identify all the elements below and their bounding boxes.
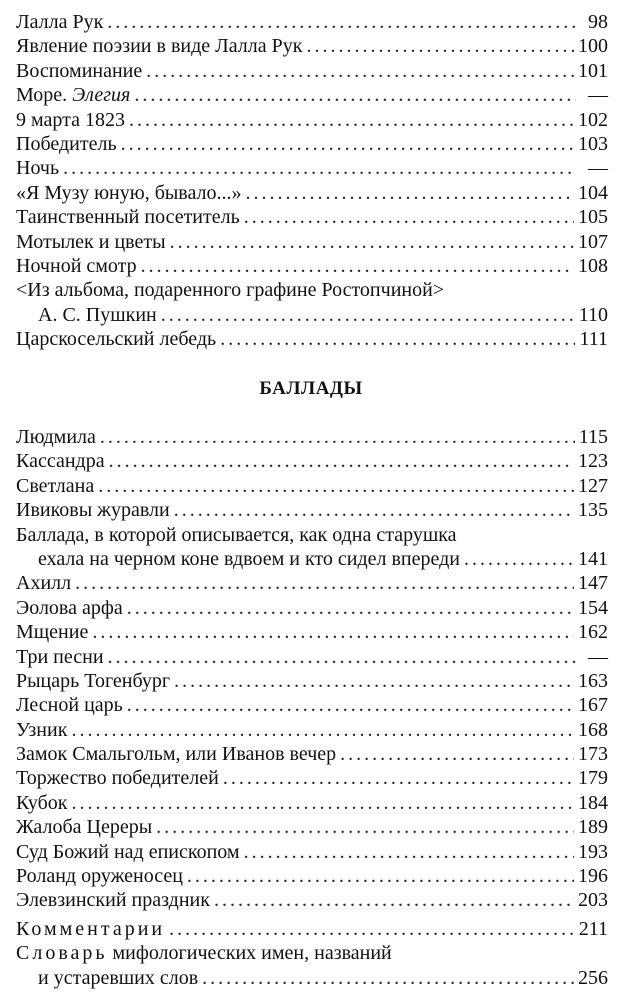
toc-entry: [16, 596, 608, 620]
toc-entry: [16, 449, 608, 473]
leader-dots: [156, 815, 574, 839]
entry-page: 110: [578, 303, 608, 326]
entry-page: 107: [578, 230, 608, 253]
leader-dots: [92, 620, 574, 644]
toc-group-3: [16, 917, 608, 990]
entry-title: ехала на черном коне вдвоем и кто сидел впереди: [38, 547, 461, 570]
entry-page: 179: [578, 767, 608, 790]
leader-dots: [121, 132, 574, 156]
entry-title: Роланд оруженосец: [16, 865, 183, 888]
entry-page: 101: [578, 59, 608, 82]
entry-title: Элевзинский праздник: [16, 889, 210, 912]
entry-title: [16, 83, 130, 107]
entry-title-main: Море.: [16, 84, 68, 107]
entry-page: 184: [578, 791, 608, 814]
leader-dots: [63, 156, 576, 180]
toc-entry: [16, 547, 608, 571]
entry-title: Три песни: [16, 645, 104, 668]
entry-page: 173: [578, 743, 608, 766]
entry-title-rest: мифологических имен, названий: [112, 942, 392, 965]
toc-entry: [16, 571, 608, 595]
entry-title: А. С. Пушкин: [38, 303, 157, 326]
toc-entry: [16, 425, 608, 449]
toc-entry: [16, 254, 608, 278]
leader-dots: [161, 303, 575, 327]
toc-entry: [16, 474, 608, 498]
entry-page: 211: [578, 918, 608, 940]
entry-title: Рыцарь Тогенбург: [16, 669, 171, 692]
entry-page: 163: [578, 669, 608, 692]
entry-page: 108: [578, 254, 608, 277]
leader-dots: [129, 108, 574, 132]
entry-title: Лалла Рук: [16, 11, 104, 33]
toc-entry: [16, 83, 608, 107]
entry-title: Царскосельский лебедь: [16, 328, 217, 351]
toc-entry: [16, 10, 608, 34]
leader-dots: [223, 766, 574, 790]
toc-group-2: [16, 425, 608, 913]
entry-page: 100: [578, 35, 608, 58]
leader-dots: [174, 669, 574, 693]
entry-page: 123: [578, 450, 608, 473]
entry-page: 105: [578, 206, 608, 229]
entry-title: Воспоминание: [16, 59, 143, 82]
entry-title: Замок Смальгольм, или Иванов вечер: [16, 743, 337, 766]
entry-page: 127: [578, 474, 608, 497]
entry-title: Суд Божий над епископом: [16, 840, 240, 863]
leader-dots: [100, 425, 575, 449]
entry-title: <Из альбома, подаренного графине Ростопчиной>: [16, 279, 445, 302]
entry-title: Лесной царь: [16, 694, 123, 717]
entry-page: —: [588, 157, 608, 180]
leader-dots: [340, 742, 574, 766]
toc-entry: [16, 840, 608, 864]
toc-entry: [16, 523, 608, 547]
leader-dots: [170, 230, 574, 254]
entry-title: Кассандра: [16, 450, 105, 473]
toc-entry: [16, 917, 608, 941]
leader-dots: [71, 791, 574, 815]
toc-entry: [16, 205, 608, 229]
entry-title: Ночь: [16, 157, 60, 180]
toc-entry: [16, 498, 608, 522]
toc-entry: [16, 669, 608, 693]
toc-entry: [16, 888, 608, 912]
entry-title: Явление поэзии в виде Лалла Рук: [16, 35, 303, 58]
toc-entry: [16, 108, 608, 132]
leader-dots: [214, 888, 574, 912]
entry-page: 189: [578, 816, 608, 839]
toc-entry: [16, 766, 608, 790]
leader-dots: [127, 596, 574, 620]
entry-page: 167: [578, 694, 608, 717]
entry-subtitle: Элегия: [72, 84, 131, 107]
toc-entry: [16, 303, 608, 327]
toc-entry: [16, 620, 608, 644]
entry-title: Комментарии: [16, 918, 166, 940]
toc-entry: [16, 966, 608, 990]
leader-dots: [220, 327, 575, 351]
leader-dots: [107, 10, 576, 34]
toc-entry: [16, 864, 608, 888]
leader-dots: [109, 449, 574, 473]
entry-page: 162: [578, 621, 608, 644]
entry-page: 115: [578, 426, 608, 448]
entry-page: 141: [578, 547, 608, 570]
entry-page: —: [588, 84, 608, 107]
toc-entry: [16, 742, 608, 766]
toc-entry: [16, 278, 608, 302]
entry-title: и устаревших слов: [38, 966, 199, 989]
leader-dots: [75, 571, 574, 595]
entry-title: «Я Музу юную, бывало...»: [16, 181, 242, 204]
toc-entry: [16, 181, 608, 205]
leader-dots: [146, 59, 574, 83]
entry-page: 135: [578, 499, 608, 522]
toc-group-1: [16, 10, 608, 351]
entry-title: Светлана: [16, 474, 95, 497]
leader-dots: [134, 83, 576, 107]
entry-title: Жалоба Цереры: [16, 816, 153, 839]
entry-title: Кубок: [16, 791, 68, 814]
toc-entry: [16, 132, 608, 156]
toc-entry: [16, 815, 608, 839]
entry-page: 193: [578, 840, 608, 863]
toc-entry: [16, 59, 608, 83]
entry-title: Мотылек и цветы: [16, 230, 166, 253]
leader-dots: [108, 645, 576, 669]
entry-page: 147: [578, 572, 608, 595]
entry-title: Ивиковы журавли: [16, 499, 170, 522]
entry-title: Ахилл: [16, 572, 72, 595]
entry-title-word: Словарь: [16, 942, 108, 965]
entry-title: [16, 941, 392, 965]
entry-title: Победитель: [16, 132, 117, 155]
entry-page: 168: [578, 718, 608, 741]
entry-page: —: [588, 645, 608, 668]
entry-title: Мщение: [16, 621, 89, 644]
toc-entry: [16, 645, 608, 669]
leader-dots: [464, 547, 574, 571]
leader-dots: [244, 840, 574, 864]
entry-title: Таинственный посетитель: [16, 206, 240, 229]
leader-dots: [141, 254, 574, 278]
entry-title: Эолова арфа: [16, 596, 123, 619]
toc-entry: [16, 941, 608, 965]
toc-entry: [16, 156, 608, 180]
leader-dots: [202, 966, 574, 990]
entry-page: 111: [579, 328, 608, 351]
leader-dots: [169, 917, 575, 941]
entry-page: 104: [578, 181, 608, 204]
leader-dots: [98, 474, 574, 498]
entry-title: Ночной смотр: [16, 254, 137, 277]
entry-page: 98: [588, 11, 608, 33]
toc-entry: [16, 791, 608, 815]
toc-entry: [16, 693, 608, 717]
entry-page: 102: [578, 108, 608, 131]
leader-dots: [187, 864, 574, 888]
section-title: БАЛЛАДЫ: [259, 378, 363, 399]
leader-dots: [244, 205, 574, 229]
entry-page: 256: [578, 966, 608, 989]
toc-entry: [16, 718, 608, 742]
toc-entry: [16, 230, 608, 254]
entry-page: 103: [578, 132, 608, 155]
leader-dots: [127, 693, 574, 717]
toc-entry: [16, 327, 608, 351]
entry-title: Узник: [16, 718, 68, 741]
leader-dots: [246, 181, 574, 205]
leader-dots: [174, 498, 574, 522]
entry-title: Торжество победителей: [16, 767, 219, 790]
entry-page: 203: [578, 889, 608, 912]
toc-entry: [16, 34, 608, 58]
entry-title: Баллада, в которой описывается, как одна старушка: [16, 523, 457, 546]
entry-title: 9 марта 1823: [16, 108, 125, 131]
entry-page: 154: [578, 596, 608, 619]
leader-dots: [306, 34, 574, 58]
leader-dots: [71, 718, 574, 742]
entry-title: Людмила: [16, 426, 96, 448]
entry-page: 196: [578, 865, 608, 888]
